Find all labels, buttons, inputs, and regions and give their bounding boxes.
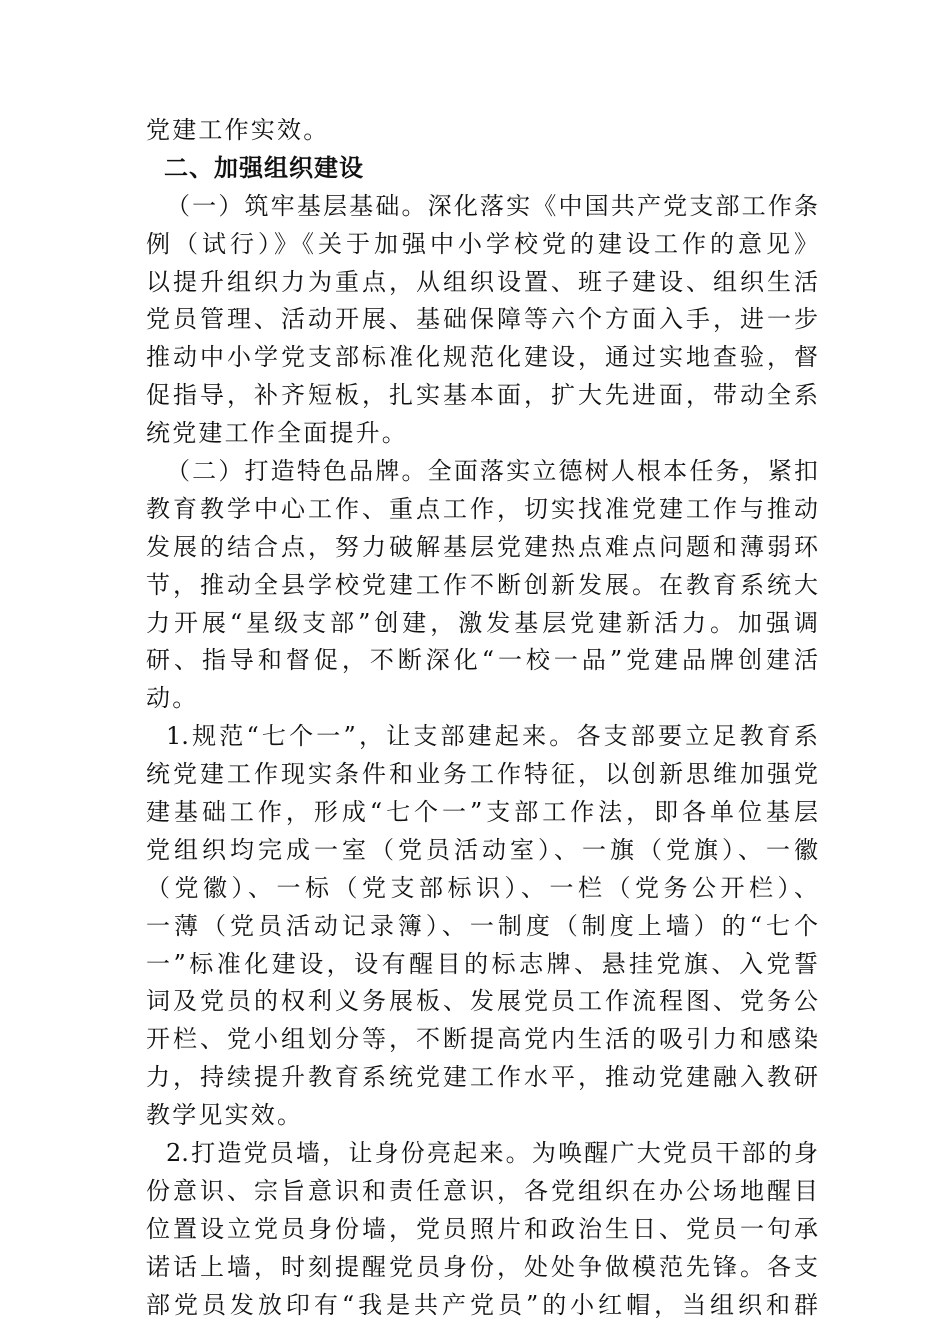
body-line: 力，持续提升教育系统党建工作水平，推动党建融入教研 [146,1063,818,1092]
section-heading: 二、加强组织建设 [164,153,364,182]
body-line: 部党员发放印有“我是共产党员”的小红帽，当组织和群 [146,1290,818,1319]
body-line: 统党建工作全面提升。 [146,419,408,448]
body-line: 开栏、党小组划分等，不断提高党内生活的吸引力和感染 [146,1025,818,1054]
paragraph-first-line: （一）筑牢基层基础。深化落实《中国共产党支部工作条 [166,191,818,220]
body-line: 一”标准化建设，设有醒目的标志牌、悬挂党旗、入党誓 [146,949,818,978]
body-line: 促指导，补齐短板，扎实基本面，扩大先进面，带动全系 [146,381,818,410]
body-line: 例（试行）》《关于加强中小学校党的建设工作的意见》 [146,229,818,258]
body-line: 以提升组织力为重点，从组织设置、班子建设、组织生活 [146,267,818,296]
body-line: 词及党员的权利义务展板、发展党员工作流程图、党务公 [146,987,818,1016]
body-line: 统党建工作现实条件和业务工作特征，以创新思维加强党 [146,760,818,789]
body-line: 推动中小学党支部标准化规范化建设，通过实地查验，督 [146,343,818,372]
body-line: 一薄（党员活动记录簿）、一制度（制度上墙）的“七个 [146,911,818,940]
paragraph-first-line: 1.规范“七个一”，让支部建起来。各支部要立足教育系 [166,722,818,751]
body-line: 发展的结合点，努力破解基层党建热点难点问题和薄弱环 [146,532,818,561]
body-line: 位置设立党员身份墙，党员照片和政治生日、党员一句承 [146,1214,818,1243]
body-line: （党徽）、一标（党支部标识）、一栏（党务公开栏）、 [146,873,818,902]
body-line: 党组织均完成一室（党员活动室）、一旗（党旗）、一徽 [146,835,818,864]
body-line: 诺话上墙，时刻提醒党员身份，处处争做模范先锋。各支 [146,1252,818,1281]
body-line: 份意识、宗旨意识和责任意识，各党组织在办公场地醒目 [146,1176,818,1205]
document-body [146,112,818,1325]
body-line: 教学见实效。 [146,1101,304,1130]
body-line: 动。 [146,684,199,713]
body-line: 党员管理、活动开展、基础保障等六个方面入手，进一步 [146,305,818,334]
body-line: 节，推动全县学校党建工作不断创新发展。在教育系统大 [146,570,818,599]
body-line: 教育教学中心工作、重点工作，切实找准党建工作与推动 [146,494,818,523]
paragraph-first-line: 2.打造党员墙，让身份亮起来。为唤醒广大党员干部的身 [166,1139,818,1168]
body-line: 建基础工作，形成“七个一”支部工作法，即各单位基层 [146,798,818,827]
body-line: 力开展“星级支部”创建，激发基层党建新活力。加强调 [146,608,818,637]
body-line: 研、指导和督促，不断深化“一校一品”党建品牌创建活 [146,646,818,675]
paragraph-first-line: （二）打造特色品牌。全面落实立德树人根本任务，紧扣 [166,457,818,486]
body-line: 党建工作实效。 [146,116,330,144]
